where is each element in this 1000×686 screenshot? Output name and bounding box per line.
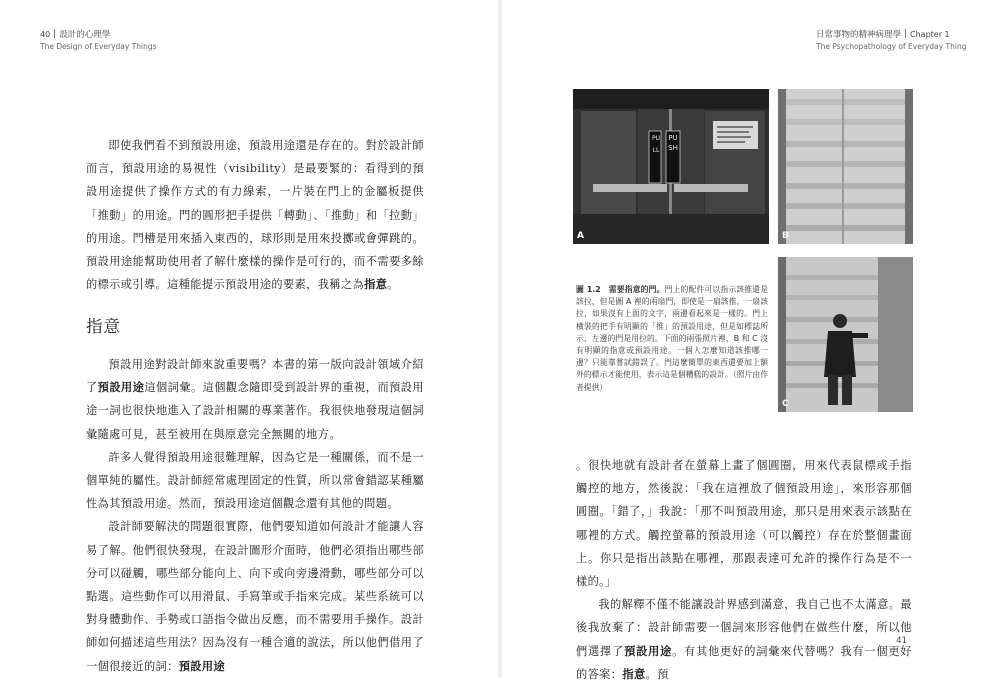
running-header-right: [816, 29, 966, 52]
paragraph: 即使我們看不到預設用途，預設用途還是存在的。對於設計師而言，預設用途的易視性（visibility）是最要緊的：看得到的預設用途提供了操作方式的有力線索，一片裝在門上的金屬板提供「推動」的用途。門的圓形把手提供「轉動」、「推動」和「拉動」的用途。門槽是用來插入東西的，球形則是用來投擲或會彈跳的。預設用途能幫助使用者了解什麼樣的操作是可行的，而不需要多餘的標示或引導。這種能提示預設用途的要素，我稱之為指意。: [86, 139, 424, 292]
pull-sign: PULL: [652, 135, 661, 154]
bold-term: 預設用途: [97, 380, 145, 395]
chapter-title-cn: 日常事物的精神病理學: [816, 30, 902, 40]
chapter-title-en: The Psychopathology of Everyday Thing: [816, 42, 967, 51]
photo-label-a: A: [577, 231, 584, 241]
figure-number: 圖 1.2 需要指意的門。: [576, 285, 665, 294]
paragraph: 預設用途對設計師來說重要嗎？本書的第一版向設計領域介紹了預設用途這個詞彙。這個觀念隨即受到設計界的重視，而預設用途一詞也很快地進入了設計相關的專業著作。我很快地發現這個詞彙隨處可見，甚至被用在與原意完全無關的地方。: [86, 358, 425, 441]
photo-c-person-door: [778, 257, 913, 412]
push-sign: PUSH: [668, 134, 678, 152]
page-number-header: 40: [40, 30, 51, 39]
door-photo-illustration: [573, 89, 769, 244]
body-text-block: [86, 134, 424, 296]
section-heading: 指意: [86, 317, 121, 336]
person-door-illustration: [778, 257, 913, 412]
bold-term: 預設用途: [178, 658, 226, 673]
left-page: [0, 0, 500, 677]
photo-a-doors: [573, 89, 769, 244]
running-header-left: [40, 29, 157, 52]
photo-label-b: B: [782, 231, 789, 241]
paragraph: 我的解釋不僅不能讓設計界感到滿意，我自己也不太滿意。最後我放棄了：設計師需要一個詞來形容他們在做些什麼，所以他們選擇了預設用途。有其他更好的詞彙來代替嗎？我有一個更好的答案：指意。預: [576, 598, 912, 681]
book-title-en: The Design of Everyday Things: [40, 42, 157, 51]
caption-text: 門上的配件可以指示該推還是該拉，但是圖 A 裡的兩扇門，即使是一扇該推，一扇該拉，如果沒有上面的文字，兩邊看起來是一樣的。門上橫裝的把手有明顯的「推」的預設用途，但是如標誌所示，左邊的門是用拉的。下面的兩張照片裡，B 和 C 沒有明顯的指意或預設用途。一個人怎麼知道該推哪一邊？只能靠嘗試錯誤了。門這麼簡單的東西還要加上額外的標示才能使用，表示這是個糟糕的設計。（照片由作者提供）: [576, 285, 769, 392]
page-number-footer: 41: [896, 636, 907, 646]
book-title-cn: 設計的心理學: [59, 30, 111, 40]
paragraph: 。很快地就有設計者在螢幕上畫了個圓圈，用來代表鼠標或手指觸控的地方，然後說：「我在這裡放了個預設用途」，來形容那個圓圈。「錯了，」我說：「那不叫預設用途，那只是用來表示該點在哪裡的方式。觸控螢幕的預設用途（可以觸控）存在於整個畫面上。你只是指出該點在哪裡，那跟表達可允許的操作行為是不一樣的。」: [576, 459, 912, 589]
body-text-block: [86, 353, 424, 678]
striped-door-illustration: [778, 89, 913, 244]
bold-term: 指意: [622, 666, 646, 681]
paragraph: 許多人覺得預設用途很難理解，因為它是一種關係，而不是一個單純的屬性。設計師經常處理固定的性質，所以常會錯認某種屬性為其預設用途。然而，預設用途這個觀念還有其他的問題。: [86, 450, 424, 511]
bold-term: 預設用途: [624, 643, 673, 658]
chapter-label: Chapter 1: [910, 30, 950, 39]
photo-label-c: C: [782, 399, 789, 409]
photo-b-door: [778, 89, 913, 244]
right-page: [500, 0, 1000, 681]
paragraph: 設計師要解決的問題很實際，他們要知道如何設計才能讓人容易了解。他們很快發現，在設計圖形介面時，他們必須指出哪些部分可以碰觸，哪些部分能向上、向下或向旁邊滑動，哪些部分可以點選。這些動作可以用滑鼠、手寫筆或手指來完成。某些系統可以對身體動作、手勢或口語指令做出反應，而不需要用手操作。設計師如何描述這些用法？因為沒有一種合適的說法，所以他們借用了一個很接近的詞：預設用途: [86, 520, 424, 673]
bold-term: 指意: [364, 277, 388, 292]
body-text-block: [576, 454, 912, 686]
figure-caption: [576, 284, 768, 394]
